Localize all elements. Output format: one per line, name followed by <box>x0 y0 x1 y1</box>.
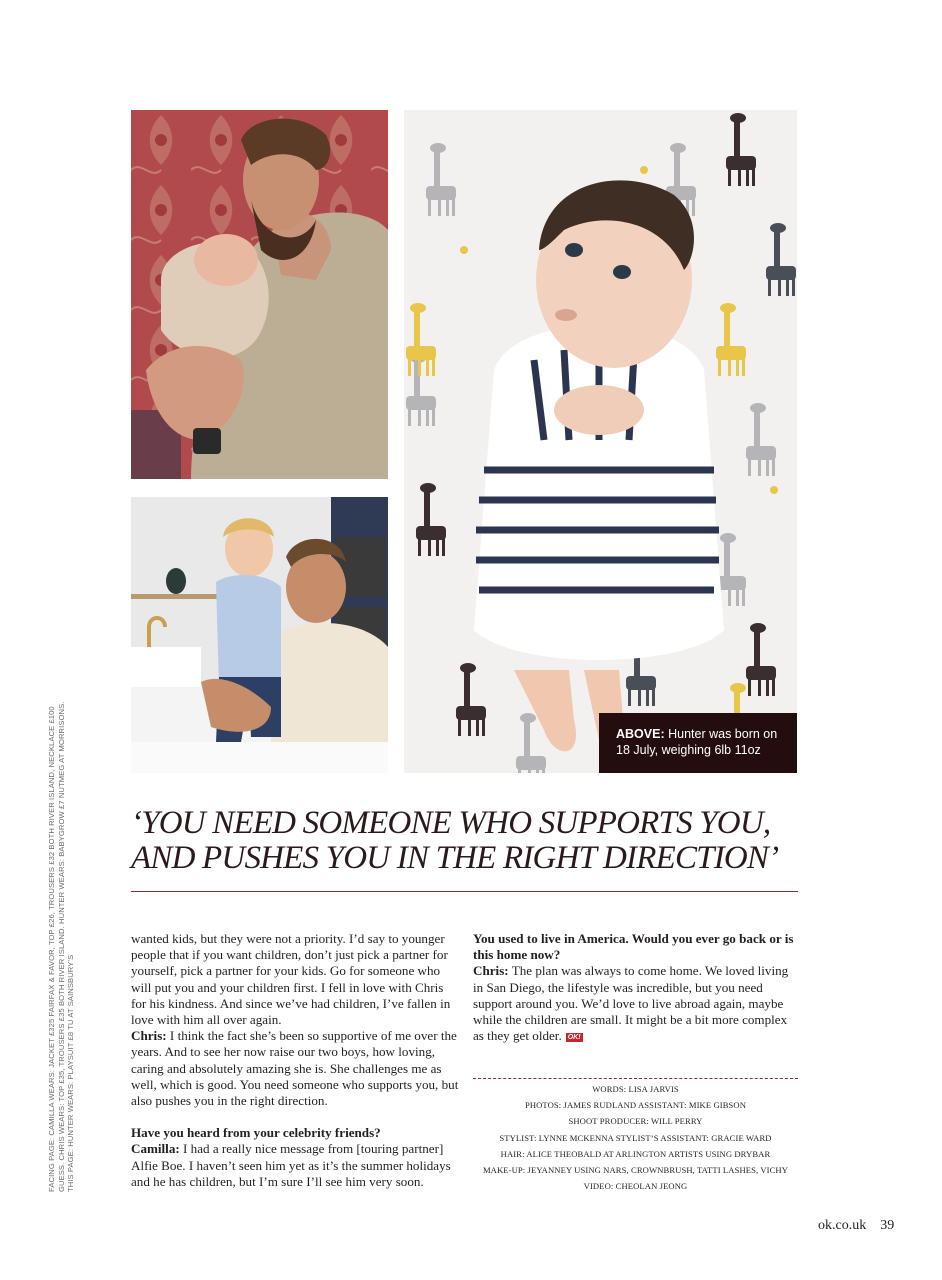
article-column-left <box>131 931 461 1190</box>
credits-divider <box>473 1078 798 1079</box>
photo-baby-image <box>404 110 797 773</box>
credit-line: WORDS: LISA JARVIS <box>592 1084 679 1094</box>
pull-quote-line1: ‘YOU NEED SOMEONE WHO SUPPORTS YOU, <box>131 805 771 841</box>
caption-text <box>616 727 777 757</box>
caption-lead: ABOVE: <box>616 727 665 741</box>
credits-block <box>473 1081 798 1194</box>
answer-text: I had a really nice message from [touring partner] Alfie Boe. I haven’t seen him yet as it’s the summer holidays and he has children, but I’m sure I’ll see him very soon. <box>131 1141 451 1189</box>
fashion-credit-line: FACING PAGE: CAMILLA WEARS: JACKET £325 FAIRFAX & FAVOR, TOP £26, TROUSERS £32 BOTH RIVER ISLAND, NECKLACE £100 <box>47 706 56 1192</box>
photo-father-baby <box>131 110 388 479</box>
fashion-credit-line: THIS PAGE: HUNTER WEARS: PLAYSUIT £8 TU AT SAINSBURY’S <box>66 954 75 1192</box>
credit-line: SHOOT PRODUCER: WILL PERRY <box>568 1116 703 1127</box>
speaker-name: Chris: <box>131 1028 167 1044</box>
body-paragraph <box>131 1141 461 1190</box>
credit-line: HAIR: ALICE THEOBALD AT ARLINGTON ARTISTS USING DRYBAR <box>500 1148 771 1159</box>
footer-site: ok.co.uk <box>818 1218 867 1233</box>
body-paragraph <box>131 1028 461 1109</box>
photo-kitchen-image <box>131 497 388 773</box>
photo-caption <box>599 713 797 773</box>
question-text: Have you heard from your celebrity friends? <box>131 1125 381 1141</box>
pull-quote <box>131 806 811 876</box>
photo-kitchen <box>131 497 388 773</box>
credit-line: MAKE-UP: JEYANNEY USING NARS, CROWNBRUSH, TATTI LASHES, VICHY <box>482 1165 789 1176</box>
body-paragraph: wanted kids, but they were not a priority. I’d say to younger people that if you want children, don’t just pick a partner for yourself, pick a partner for your kids. Go for someone who will put you and your children first. I fell in love with Chris for his kindness. And since we’ve had children, I’ve fallen in love with him all over again. <box>131 931 451 1028</box>
pull-quote-line2: AND PUSHES YOU IN THE RIGHT DIRECTION’ <box>131 840 779 876</box>
question <box>473 931 798 963</box>
photo-father-baby-image <box>131 110 388 479</box>
fashion-credit-line: GUESS. CHRIS WEARS: TOP £35, TROUSERS £35 BOTH RIVER ISLAND. HUNTER WEARS: BABYGROW £7 NUTMEG AT MORRISONS. <box>56 701 66 1192</box>
speaker-name: Camilla: <box>131 1141 180 1157</box>
question-text: You used to live in America. Would you ever go back or is this home now? <box>473 931 794 963</box>
question <box>131 1125 461 1141</box>
credit-line: STYLIST: LYNNE MCKENNA STYLIST’S ASSISTANT: GRACIE WARD <box>499 1132 772 1143</box>
photo-baby-hunter <box>404 110 797 773</box>
body-paragraph <box>473 963 798 1044</box>
page-footer <box>818 1218 894 1234</box>
answer-text: The plan was always to come home. We loved living in San Diego, the lifestyle was incredible, but you need support around you. We’d love to live abroad again, maybe while the children are small. It might be a bit more complex as they get older. <box>473 963 789 1044</box>
page-number: 39 <box>880 1218 895 1233</box>
answer-text: I think the fact she’s been so supportive of me over the years. And to see her now raise our two boys, how loving, caring and absolutely amazing she is. She challenges me as well, which is good. You need someone who supports you, but also pushes you in the right direction. <box>131 1028 459 1109</box>
caption-line1: Hunter was born on <box>664 727 778 741</box>
fashion-credits-vertical <box>47 662 76 1192</box>
credit-line: PHOTOS: JAMES RUDLAND ASSISTANT: MIKE GIBSON <box>524 1100 747 1111</box>
credit-line: VIDEO: CHEOLAN JEONG <box>583 1181 688 1192</box>
pull-quote-divider <box>131 891 798 892</box>
speaker-name: Chris: <box>473 963 509 979</box>
caption-line2: 18 July, weighing 6lb 11oz <box>616 743 761 757</box>
ok-end-badge-icon: OK! <box>567 1034 581 1042</box>
article-column-right <box>473 931 798 1044</box>
